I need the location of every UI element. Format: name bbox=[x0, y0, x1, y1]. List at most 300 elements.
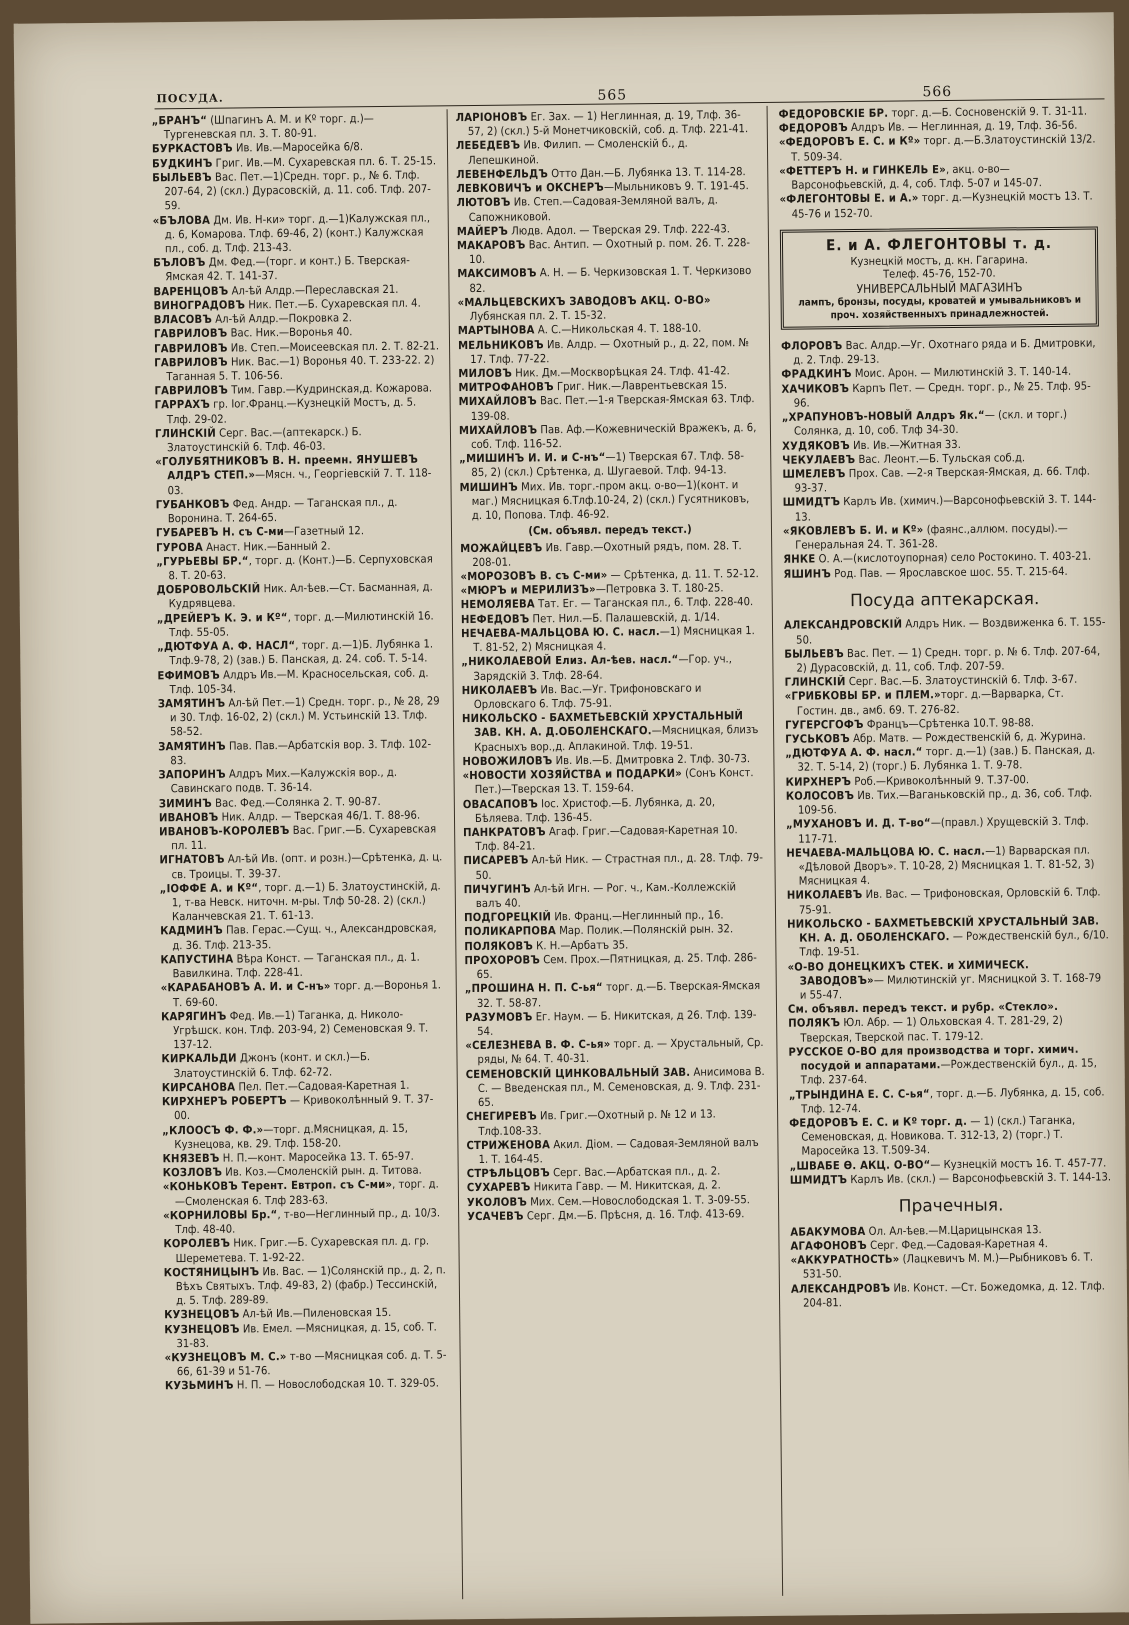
entry-name: ЗАМЯТИНЪ bbox=[157, 696, 226, 711]
entry-name: АБАКУМОВА bbox=[790, 1224, 866, 1239]
entry-details: Ал-ѣй Ив.—Пиленовская 15. bbox=[239, 1306, 392, 1321]
entry-name: КАРЯГИНЪ bbox=[160, 1009, 227, 1024]
entry-details: Карпъ Пет. — Средн. торг. р., № 25. Тлф. 95-96. bbox=[793, 379, 1091, 410]
directory-entry bbox=[164, 1320, 449, 1351]
entry-details: Серг. Вас.—Арбатская пл., д. 2. bbox=[549, 1164, 721, 1180]
entry-details: Фед. Ив.—1) Таганка, д. Николо-Угрѣшск. кон. Тлф. 203-94, 2) Семеновская 9. Т. 137-12. bbox=[173, 1007, 429, 1052]
entry-details: —Мясн. ч., Георгіевскій 7. Т. 118-03. bbox=[167, 466, 432, 497]
directory-entry bbox=[457, 236, 757, 268]
entry-name: ХУДЯКОВЪ bbox=[782, 438, 850, 453]
entry-name: ХАЧИКОВЪ bbox=[781, 381, 850, 396]
entry-name: ГУГЕРСГОФЪ bbox=[784, 717, 864, 732]
entry-name: ГАВРИЛОВЪ bbox=[153, 326, 228, 341]
directory-entry bbox=[456, 108, 756, 140]
entry-details: Ал-ѣй Игн. — Рог. ч., Кам.-Коллежскій валъ 40. bbox=[475, 880, 737, 911]
entry-name: „ДРЕЙЕРЪ К. Э. и Кº“ bbox=[156, 610, 288, 625]
column-1 bbox=[152, 111, 450, 1394]
entry-name: НЕЧАЕВА-МАЛЬЦОВА Ю. С. насл. bbox=[786, 844, 986, 860]
directory-entry bbox=[163, 1206, 448, 1237]
entry-details: Абр. Матв. — Рождественскій 6, д. Журина. bbox=[849, 729, 1086, 746]
directory-entry bbox=[788, 957, 1110, 1003]
entry-details: Ив. Вас. — 1)Солянскій пр., д. 2, п. Вѣхъ Святыхъ. Тлф. 49-83, 2) (фабр.) Тессинскій, д. 5. Тлф. 289-89. bbox=[175, 1263, 446, 1308]
entry-details: Тим. Гавр.—Кудринская,д. Кожарова. bbox=[227, 381, 433, 397]
entry-details: Анисимова В. С. — Введенская пл., М. Семеновская, д. 9. Тлф. 231-65. bbox=[477, 1064, 765, 1110]
entry-name: ИВАНОВЪ bbox=[158, 810, 219, 825]
entry-name: ИГНАТОВЪ bbox=[159, 853, 225, 867]
entry-name: ПАНКРАТОВЪ bbox=[463, 825, 546, 840]
entry-name: «ГРИБКОВЫ БР. и ПЛЕМ.» bbox=[784, 688, 941, 704]
entry-name: «ФЛЕГОНТОВЫ Е. и А.» bbox=[779, 191, 919, 207]
entry-name: ПОЛЯКОВЪ bbox=[464, 939, 534, 953]
entry-name: ЗИМИНЪ bbox=[158, 796, 212, 810]
directory-entry bbox=[153, 254, 438, 285]
directory-entry bbox=[466, 1107, 766, 1139]
entry-details: —Мыльниковъ 9. Т. 191-45. bbox=[603, 179, 749, 194]
entry-details: Лубянская пл. 2. Т. 15-32. bbox=[469, 308, 607, 324]
ad-address: Кузнецкій мостъ, д. кн. Гагарина. bbox=[850, 252, 1028, 268]
entry-details: гр. Іог.Франц.—Кузнецкій Мостъ, д. 5. Тлф. 29-02. bbox=[166, 395, 417, 426]
entry-name: ЗАПОРИНЪ bbox=[158, 767, 226, 782]
entry-details: Ив. Филип. — Смоленскій б., д. Лепешкиной. bbox=[468, 137, 688, 167]
directory-entry bbox=[458, 336, 758, 368]
entry-name: НЕМОЛЯЕВА bbox=[460, 597, 535, 612]
entry-name: УКОЛОВЪ bbox=[466, 1195, 528, 1209]
entry-name: „БРАНЪ“ bbox=[151, 113, 208, 128]
entry-name: ПОЛЯКЪ bbox=[788, 1016, 841, 1031]
directory-entry bbox=[159, 822, 444, 853]
entry-details: Ал-ѣй Алдр.—Покровка 2. bbox=[211, 311, 353, 326]
entry-name: НОВОЖИЛОВЪ bbox=[462, 754, 553, 768]
directory-entry bbox=[783, 493, 1105, 525]
directory-entry bbox=[785, 687, 1107, 719]
directory-entry bbox=[152, 111, 437, 142]
entry-name: «СЕЛЕЗНЕВА В. Ф. С-ья» bbox=[465, 1037, 611, 1053]
entry-details: Алдръ Ив. — Неглинная, д. 19, Тлф. 36-56. bbox=[847, 118, 1078, 135]
entry-name: ЛЕВКОВИЧЪ и ОКСНЕРЪ bbox=[456, 180, 604, 196]
entry-name: ГУБАРЕВЪ Н. съ С-ми bbox=[155, 525, 285, 540]
entry-name: ГАВРИЛОВЪ bbox=[153, 341, 228, 355]
directory-entry bbox=[779, 133, 1101, 165]
entry-details: Тат. Ег. — Таганская пл., 6. Тлф. 228-40. bbox=[534, 595, 754, 611]
directory-entry bbox=[786, 815, 1108, 847]
entry-details: Ник. Григ.—Б. Сухаревская пл. д. гр. Шереметева. Т. 1-92-22. bbox=[175, 1234, 430, 1265]
entry-details: — Рождественскій бул., 6/10. Тлф. 19-51. bbox=[799, 928, 1109, 959]
entry-details: Серг. Вас.—(аптекарск.) Б. Златоустинскій 6. Тлф. 46-03. bbox=[167, 424, 362, 455]
entry-details: Прох. Сав. —2-я Тверская-Ямская, д. 66. Тлф. 93-37. bbox=[794, 464, 1090, 495]
directory-entry bbox=[165, 1348, 450, 1379]
entry-name: ФЕДОРОВЪ Е. С. и Кº торг. д. bbox=[789, 1114, 968, 1130]
entry-details: — Милютинскій уг. Мясницкой 3. Т. 168-79 и 55-47. bbox=[799, 971, 1102, 1002]
entry-details: —Гор. уч., Зарядскій 3. Тлф. 28-64. bbox=[473, 652, 732, 683]
directory-entry bbox=[158, 765, 443, 796]
entry-name: КУЗЬМИНЪ bbox=[164, 1379, 234, 1393]
entry-details: , торг. д.—Милютинскій 16. Тлф. 55-05. bbox=[168, 609, 434, 640]
directory-entry bbox=[789, 1085, 1111, 1117]
directory-entry bbox=[154, 353, 439, 384]
directory-entry bbox=[154, 296, 439, 313]
directory-entry bbox=[456, 136, 756, 168]
entry-details: —(правл.) Хрущевскій 3. Тлф. 117-71. bbox=[798, 814, 1089, 846]
entry-details: , т-во—Неглинный пр., д. 10/3. Тлф. 48-40. bbox=[175, 1206, 441, 1237]
entry-details: Мих. Ив. торг.-пром акц. о-во—1)(конт. и маг.) Мясницкая 6.Тлф.10-24, 2) (скл.) Гусятниковъ, д. 10, Попова. Тлф. 46-92. bbox=[471, 477, 750, 523]
entry-name: КАПУСТИНА bbox=[160, 952, 234, 967]
entry-name: «КАРАБАНОВЪ А. И. и С-нъ» bbox=[160, 979, 331, 995]
entry-details: Ив. Григ.—Охотный р. № 12 и 13. Тлф.108-33. bbox=[478, 1107, 716, 1138]
section-title-pharmacy-ware: Посуда аптекарская. bbox=[850, 588, 1040, 611]
directory-entry bbox=[155, 396, 440, 427]
directory-entry bbox=[463, 851, 763, 883]
entry-details: Григ. Ник.—Лаврентьевская 15. bbox=[553, 378, 728, 394]
entry-name: „ШВАБЕ Ө. АКЦ. О-ВО“ bbox=[789, 1157, 931, 1173]
directory-entry bbox=[161, 979, 446, 1010]
entry-details: торг. д. — Хрустальный, Ср. ряды, № 64. Т. 40-31. bbox=[477, 1036, 764, 1067]
entry-name: КИРКАЛЬДИ bbox=[161, 1051, 237, 1066]
entry-details: Ег. Наум. — Б. Никитская, д 26. Тлф. 139-54. bbox=[477, 1007, 757, 1039]
entry-details: Ив. Конст. —Ст. Божедомка, д. 12. Тлф. 204-81. bbox=[803, 1278, 1105, 1310]
entry-name: МИХАЙЛОВЪ bbox=[458, 394, 537, 409]
entry-name: МИХАЙЛОВЪ bbox=[458, 423, 538, 437]
directory-entry bbox=[160, 922, 445, 953]
entry-name: «КОНЬКОВЪ Терент. Евтроп. съ С-ми» bbox=[162, 1178, 393, 1194]
directory-entry bbox=[464, 951, 764, 983]
entry-details: Ив. Франц.—Неглинный пр., 16. bbox=[551, 908, 724, 924]
column-3-part-c bbox=[784, 616, 1112, 1188]
directory-entry bbox=[457, 264, 757, 296]
entry-name: «КОРНИЛОВЫ Бр.“ bbox=[163, 1207, 278, 1223]
entry-details: Людв. Адол. — Тверская 29. Тлф. 222-43. bbox=[507, 222, 730, 238]
directory-entry bbox=[157, 666, 442, 697]
entry-details: Ив. Коз.—Смоленскій рын. д. Титова. bbox=[221, 1163, 422, 1179]
directory-entry bbox=[158, 737, 443, 768]
entry-name: СТРИЖЕНОВА bbox=[466, 1137, 551, 1152]
entry-details: Вас. Леонт.—Б. Тульская соб.д. bbox=[855, 450, 1026, 466]
entry-name: РУССКОЕ О-ВО для производства и торг. химич. посудой и аппаратами. bbox=[788, 1042, 1079, 1073]
entry-name: ДОБРОВОЛЬСКІЙ bbox=[156, 582, 261, 597]
entry-name: НЕЧАЕВА-МАЛЬЦОВА Ю. С. насл. bbox=[460, 624, 660, 641]
ad-store: УНИВЕРСАЛЬНЫЙ МАГАЗИНЪ bbox=[856, 280, 1023, 296]
directory-entry bbox=[157, 609, 442, 640]
entry-details: —Петровка 3. Т. 180-25. bbox=[595, 581, 724, 596]
entry-details: —Газетный 12. bbox=[283, 524, 365, 539]
entry-name: КАДМИНЪ bbox=[160, 924, 223, 938]
entry-details: —1) Варварская пл. «Дѣловой Дворъ». Т. 10-28, 2) Мясницкая 1. Т. 81-52, 3) Мясницкая 4. bbox=[798, 843, 1095, 888]
entry-details: Ив. Ив.—Житная 33. bbox=[849, 437, 961, 452]
directory-entry bbox=[156, 495, 441, 526]
entry-name: МОЖАЙЦЕВЪ bbox=[460, 540, 543, 555]
entry-details: Вас. Алдр.—Уг. Охотнаго ряда и Б. Дмитровки, д. 2. Тлф. 29-13. bbox=[793, 336, 1096, 367]
entry-name: «ГОЛУБЯТНИКОВЪ В. Н. преемн. ЯНУШЕВЪ АЛДРЪ СТЕП.» bbox=[155, 452, 419, 483]
directory-entry bbox=[779, 161, 1101, 193]
entry-details: , акц. о-во—Варсонофьевскій, д. 4, соб. Тлф. 5-07 и 145-07. bbox=[791, 162, 1042, 192]
directory-entry bbox=[157, 637, 442, 668]
directory-entry bbox=[157, 581, 442, 612]
section-header: ПОСУДА. bbox=[156, 91, 224, 106]
entry-name: РАЗУМОВЪ bbox=[465, 1010, 533, 1024]
directory-entry bbox=[788, 1014, 1110, 1046]
entry-name: ОВАСАПОВЪ bbox=[462, 796, 539, 811]
entry-details: , торг. д.—1) Б. Златоустинскій, д. 1, т-ва Невск. ниточн. м-ры. Тлф 50-28. 2) (скл.) Каланчевская 21. Т. 61-13. bbox=[171, 879, 441, 924]
ad-title: Е. и А. ФЛЕГОНТОВЫ т. д. bbox=[825, 233, 1053, 255]
entry-details: Мих. Сем.—Новослободская 1. Т. 3-09-55. bbox=[526, 1192, 751, 1209]
entry-name: „ГУРЬЕВЫ БР.“ bbox=[156, 554, 249, 569]
entry-details: — Кривоколѣнный 9. Т. 37-00. bbox=[174, 1092, 434, 1123]
entry-details: Ал-ѣй Пет.—1) Средн. торг. р., № 28, 29 и 30. Тлф. 16-02, 2) (скл.) М. Устьинскій 13. Тлф. 58-52. bbox=[169, 694, 440, 739]
directory-entry bbox=[163, 1235, 448, 1266]
entry-details: Ник. Алдр. — Тверская 46/1. Т. 88-96. bbox=[218, 808, 421, 824]
entry-details: Вас. Пет. — 1) Средн. торг. р. № 6. Тлф. 207-64, 2) Дурасовскій, д. 11, соб. Тлф. 207-59. bbox=[796, 644, 1101, 675]
entry-name: ЛЕВЕНФЕЛЬДЪ bbox=[456, 167, 549, 182]
entry-name: ГУСЬКОВЪ bbox=[785, 732, 851, 746]
directory-entry bbox=[463, 795, 763, 827]
directory-entry bbox=[466, 1065, 766, 1111]
entry-name: ШМИДТЪ bbox=[782, 495, 841, 510]
entry-details: Анаст. Ник.—Банный 2. bbox=[202, 539, 331, 554]
entry-details: — (скл. и торг.) Солянка, д. 10, соб. Тлф 34-30. bbox=[793, 407, 1068, 438]
entry-details: Ив. Степ.—Моисеевская пл. 2. Т. 82-21. bbox=[227, 338, 440, 355]
entry-name: НИКОЛЬСКО - БАХМЕТЬЕВСКІЙ ХРУСТАЛЬНЫЙ ЗАВ. КН. А. Д.ОБОЛЕНСКАГО. bbox=[461, 709, 744, 740]
advertisement-box bbox=[780, 226, 1099, 330]
entry-details: (Шпагинъ А. М. и Кº торг. д.)—Тургеневская пл. 3. Т. 80-91. bbox=[163, 112, 374, 142]
entry-name: ГАВРИЛОВЪ bbox=[154, 355, 228, 370]
directory-entry bbox=[153, 211, 438, 257]
directory-entry bbox=[786, 843, 1108, 889]
entry-details: Дм. Ив. Н-ки» торг. д.—1)Калужская пл., д. 6, Комарова. Тлф. 69-46, 2) (конт.) Калужская пл., соб. д. Тлф. 213-43. bbox=[164, 210, 431, 256]
entry-details: Пет. Нил.—Б. Палашевскій, д. 1/14. bbox=[529, 610, 720, 626]
entry-details: Григ. Ив.—М. Сухаревская пл. 6. Т. 25-15. bbox=[212, 154, 437, 170]
entry-details: Н. П. — Новослободская 10. Т. 329-05. bbox=[233, 1376, 439, 1393]
entry-name: «ЯКОВЛЕВЪ Б. И. и Кº» bbox=[782, 523, 924, 538]
entry-details: Вас. Пет.—1)Средн. торг. р., № 6. Тлф. 207-64, 2) (скл.) Дурасовскій, д. 11. соб. Тлф. 207-59. bbox=[164, 168, 431, 213]
entry-name: „ІОФФЕ А. и Кº“ bbox=[159, 881, 259, 896]
entry-name: „ДЮТФУА А. Ф. НАСЛ“ bbox=[157, 638, 296, 654]
entry-details: , торг. д.—1)Б. Лубянка 1. Тлф.9-78, 2) (зав.) Б. Панская, д. 24. соб. Т. 5-14. bbox=[169, 637, 434, 668]
entry-details: торг. д.—1) (зав.) Б. Панская, д. 32. Т. 5-14, 2) (торг.) Б. Лубянка 1. Т. 9-78. bbox=[797, 743, 1096, 775]
entry-details: торг. д.—Б. Сосновенскій 9. Т. 31-11. bbox=[888, 104, 1088, 120]
entry-name: БЫЛЬЕВЪ bbox=[784, 646, 844, 661]
section-title-laundries: Прачечныя. bbox=[898, 1195, 1004, 1217]
entry-name: См. объявл. передъ текст. и рубр. «Стекло». bbox=[787, 1000, 1059, 1016]
entry-details: Джонъ (конт. и скл.)—Б. Златоустинскій 6. Тлф. 62-72. bbox=[173, 1050, 371, 1080]
entry-name: «НОВОСТИ ХОЗЯЙСТВА и ПОДАРКИ» bbox=[462, 766, 682, 783]
page-number-right: 566 bbox=[922, 83, 953, 101]
directory-entry bbox=[162, 1092, 447, 1123]
directory-entry bbox=[162, 1121, 447, 1152]
entry-name: КИРХНЕРЪ bbox=[785, 774, 852, 789]
directory-entry bbox=[159, 851, 444, 882]
entry-name: ПОДГОРЕЦКІЙ bbox=[463, 910, 552, 925]
entry-name: ФРАДКИНЪ bbox=[781, 367, 852, 382]
entry-name: СНЕГИРЕВЪ bbox=[466, 1109, 537, 1124]
entry-name: МЕЛЬНИКОВЪ bbox=[457, 337, 544, 352]
entry-details: , торг. д. (Конт.)—Б. Серпуховская 8. Т. 20-63. bbox=[168, 552, 433, 583]
column-3-part-a bbox=[779, 104, 1102, 221]
entry-name: ГЛИНСКІЙ bbox=[784, 675, 846, 689]
entry-name: «КУЗНЕЦОВЪ М. С.» bbox=[164, 1350, 287, 1365]
directory-entry bbox=[155, 424, 440, 455]
directory-entry bbox=[163, 1178, 448, 1209]
entry-details: Дм. Фед.—(торг. и конт.) Б. Тверская-Ямская 42. Т. 141-37. bbox=[165, 253, 410, 284]
entry-details: Ив. Тих.—Ваганьковскій пр., д. 36, соб. Тлф. 109-56. bbox=[797, 786, 1093, 817]
entry-name: ПИЧУГИНЪ bbox=[463, 882, 531, 896]
entry-name: КУЗНЕЦОВЪ bbox=[164, 1322, 240, 1336]
directory-entry bbox=[465, 1008, 765, 1040]
entry-details: —торг. д.Мясницкая, д. 15, Кузнецова, кв. 29. Тлф. 158-20. bbox=[174, 1121, 408, 1151]
entry-name: «БЪЛОВА bbox=[152, 213, 211, 227]
entry-name: СЕМЕНОВСКІЙ ЦИНКОВАЛЬНЫЙ ЗАВ. bbox=[465, 1065, 691, 1081]
entry-name: КНЯЗЕВЪ bbox=[162, 1151, 220, 1166]
entry-details: Вѣра Конст. — Таганская пл., д. 1. Вавилкина. Тлф. 228-41. bbox=[172, 950, 420, 981]
entry-details: Ник. Ал-ѣев.—Ст. Басманная, д. Кудрявцева. bbox=[168, 580, 433, 611]
entry-details: Вас. Григ.—Б. Сухаревская пл. 11. bbox=[171, 822, 437, 853]
note-text: (См. объявл. передъ текст.) bbox=[528, 523, 692, 538]
entry-details: Роб.—Кривоколѣнный 9. Т.37-00. bbox=[851, 772, 1030, 788]
entry-name: ЕФИМОВЪ bbox=[157, 668, 220, 682]
directory-entry bbox=[156, 552, 441, 583]
directory-entry bbox=[160, 950, 445, 981]
directory-entry bbox=[161, 1007, 446, 1053]
entry-details: Вас. Ник.—Воронья 40. bbox=[227, 325, 353, 340]
entry-details: —1) Тверская 67. Тлф. 58-85, 2) (скл.) Срѣтенка, д. Шугаевой. Тлф. 94-13. bbox=[471, 449, 745, 480]
directory-entry bbox=[459, 421, 759, 453]
directory-entry bbox=[462, 681, 762, 713]
directory-entry bbox=[779, 190, 1101, 222]
entry-name: БУРКАСТОВЪ bbox=[151, 141, 233, 156]
entry-name: БЪЛОВЪ bbox=[153, 255, 206, 270]
entry-name: МАЙЕРЪ bbox=[456, 224, 509, 238]
entry-name: КУЗНЕЦОВЪ bbox=[164, 1307, 240, 1322]
entry-name: «ФЕДОРОВЪ Е. С. и Кº» bbox=[778, 134, 921, 150]
directory-entry bbox=[785, 744, 1107, 776]
entry-name: „МИШИНЪ И. И. и С-нъ“ bbox=[459, 450, 606, 466]
entry-details: Серг. Фед.—Садовая-Каретная 4. bbox=[866, 1236, 1049, 1252]
entry-details: Фед. Андр. — Таганская пл., д. Воронина. Т. 264-65. bbox=[167, 495, 398, 526]
entry-details: А. С.—Никольская 4. Т. 188-10. bbox=[534, 321, 702, 337]
entry-name: ФЛОРОВЪ bbox=[781, 339, 843, 353]
entry-details: А. Н. — Б. Черкизовская 1. Т. Черкизово 82. bbox=[469, 264, 752, 295]
entry-name: ГУБАНКОВЪ bbox=[155, 497, 230, 512]
entry-details: Пав. Герас.—Сущ. ч., Александровская, д. 36. Тлф. 213-35. bbox=[172, 921, 437, 952]
entry-details: Іос. Христоф.—Б. Лубянка, д. 20, Бѣляева. Тлф. 136-45. bbox=[474, 795, 716, 825]
directory-entry bbox=[787, 914, 1109, 960]
entry-name: ЯШИНЪ bbox=[783, 566, 832, 581]
entry-details: Пав. Пав.—Арбатскія вор. 3. Тлф. 102-83. bbox=[170, 737, 432, 768]
directory-entry bbox=[158, 694, 443, 740]
ad-phone: Телеф. 45-76, 152-70. bbox=[882, 266, 996, 281]
entry-name: АЛЕКСАНДРОВЪ bbox=[790, 1281, 891, 1296]
entry-details: Карлъ Ив. (химич.)—Варсонофьевскій 3. Т. 144-13. bbox=[794, 492, 1097, 524]
entry-details: Ив. Ив.—Маросейка 6/8. bbox=[232, 140, 364, 155]
directory-entry bbox=[461, 624, 761, 656]
entry-name: КИРХНЕРЪ РОБЕРТЪ bbox=[161, 1094, 287, 1109]
directory-entry bbox=[781, 379, 1103, 411]
entry-name: НИКОЛАЕВЪ bbox=[786, 888, 863, 903]
directory-entry bbox=[784, 616, 1106, 648]
directory-entry bbox=[161, 1050, 446, 1081]
entry-details: Мар. Полик.—Полянскій рын. 32. bbox=[555, 922, 734, 938]
entry-details: Алдръ Мих.—Калужскія вор., д. Савинскаго подв. Т. 36-14. bbox=[170, 765, 398, 796]
entry-name: МИТРОФАНОВЪ bbox=[458, 380, 554, 395]
entry-details: — 1) (скл.) Таганка, Семеновская, д. Новикова. Т. 312-13, 2) (торг.) Т. Маросейка 13. Т.509-34. bbox=[801, 1113, 1076, 1159]
entry-details: Сем. Прох.—Пятницкая, д. 25. Тлф. 286-65. bbox=[476, 950, 757, 982]
directory-entry bbox=[784, 644, 1106, 676]
directory-entry bbox=[459, 478, 759, 524]
entry-name: ФЕДОРОВЪ bbox=[778, 121, 848, 136]
entry-details: —Мясницкая, близъ Красныхъ вор.,д. Аплакиной. Тлф. 19-51. bbox=[474, 723, 759, 754]
entry-name: ПРОХОРОВЪ bbox=[464, 953, 541, 968]
entry-details: Никита Гавр. — М. Никитская, д. 2. bbox=[530, 1178, 721, 1194]
directory-entry bbox=[464, 880, 764, 912]
entry-details: Серг. Вас.—Б. Златоустинскій 6. Тлф. 3-67. bbox=[845, 672, 1078, 689]
entry-details: Ал-ѣй Ив. (опт. и розн.)—Срѣтенка, д. ц. св. Троицы. Т. 39-37. bbox=[171, 850, 443, 881]
directory-entry bbox=[467, 1207, 767, 1224]
entry-details: Ник. Дм.—Москворѣцкая 24. Тлф. 41-42. bbox=[511, 364, 730, 380]
entry-name: ЛЕБЕДЕВЪ bbox=[455, 138, 521, 153]
entry-details: т-во —Мясницкая соб. д. Т. 5-66, 61-39 и 51-76. bbox=[176, 1348, 447, 1379]
column-3-part-d bbox=[790, 1222, 1113, 1311]
directory-entry bbox=[460, 539, 760, 571]
entry-details: Моис. Арон. — Милютинскій 3. Т. 140-14. bbox=[851, 365, 1072, 381]
entry-name: ГУРОВА bbox=[156, 540, 203, 554]
entry-name: БУДКИНЪ bbox=[152, 156, 213, 171]
column-3-part-b bbox=[781, 336, 1106, 581]
directory-entry bbox=[160, 879, 445, 925]
entry-name: „НИКОЛАЕВОЙ Елиз. Ал-ѣев. насл.“ bbox=[461, 653, 679, 669]
entry-details: —Рождественскій бул., д. 15, Тлф. 237-64. bbox=[800, 1056, 1097, 1087]
entry-details: Отто Дан.—Б. Лубянка 13. Т. 114-28. bbox=[547, 165, 746, 181]
entry-name: КИРСАНОВА bbox=[161, 1080, 236, 1095]
entry-name: НИКОЛЬСКО - БАХМЕТЬЕВСКІЙ ХРУСТАЛЬНЫЙ ЗАВ. КН. А. Д. ОБОЛЕНСКАГО. bbox=[787, 914, 1100, 945]
entry-name: „ХРАПУНОВЪ-НОВЫЙ Алдръ Як.“ bbox=[781, 408, 985, 424]
entry-name: ПОЛИКАРПОВА bbox=[464, 924, 557, 939]
directory-entry bbox=[465, 1036, 765, 1068]
entry-name: СУХАРЕВЪ bbox=[466, 1180, 531, 1195]
entry-name: «МОРОЗОВЪ В. съ С-ми» bbox=[460, 568, 608, 584]
entry-name: ПИСАРЕВЪ bbox=[463, 853, 529, 868]
entry-details: Алдръ Ник. — Воздвиженка 6. Т. 155-50. bbox=[796, 615, 1106, 647]
entry-details: Ег. Зах. — 1) Неглинная, д. 19, Тлф. 36-57, 2) (скл.) 5-й Монетчиковскій, соб. д. Тлф. 221-41. bbox=[467, 108, 749, 139]
directory-entry bbox=[788, 1042, 1110, 1088]
entry-name: ЯНКЕ bbox=[783, 552, 816, 567]
entry-name: ЧЕКУЛАЕВЪ bbox=[782, 452, 856, 467]
entry-name: БЫЛЬЕВЪ bbox=[152, 170, 212, 185]
ad-goods: лампъ, бронзы, посуды, кроватей и умывальниковъ и проч. хозяйственныхъ принадлежностей. bbox=[798, 294, 1082, 321]
entry-name: „МУХАНОВЪ И. Д. Т-во“ bbox=[786, 816, 931, 832]
entry-name: АГАФОНОВЪ bbox=[790, 1238, 867, 1253]
directory-entry bbox=[462, 709, 762, 755]
entry-details: Род. Пав. — Ярославское шос. 55. Т. 215-64. bbox=[830, 564, 1068, 580]
entry-name: „ДЮТФУА А. Ф. насл.“ bbox=[785, 745, 923, 761]
entry-name: ЛАРІОНОВЪ bbox=[455, 110, 528, 125]
directory-entry bbox=[789, 1113, 1111, 1159]
entry-details: Н. П.—конт. Маросейка 13. Т. 65-97. bbox=[219, 1149, 414, 1165]
directory-entry bbox=[164, 1263, 449, 1309]
entry-name: «МАЛЬЦЕВСКИХЪ ЗАВОДОВЪ АКЦ. О-ВО» bbox=[457, 293, 711, 310]
column-3 bbox=[779, 104, 1114, 1310]
entry-name: ФЕДОРОВСКІЕ БР. bbox=[778, 106, 889, 121]
entry-name: „ТРЫНДИНА Е. С. С-ья“ bbox=[788, 1086, 930, 1102]
entry-details: Ал-ѣй Алдр.—Переславская 21. bbox=[228, 282, 399, 298]
directory-entry bbox=[459, 449, 759, 481]
entry-name: ВАРЕНЦОВЪ bbox=[153, 284, 229, 298]
entry-name: ГЛИНСКІЙ bbox=[154, 426, 217, 441]
entry-details: Ив. Гавр.—Охотный рядъ, пом. 28. Т. 208-01. bbox=[472, 538, 742, 569]
directory-entry bbox=[459, 392, 759, 424]
entry-details: Ив. Алдр. — Охотный р., д. 22, пом. № 17. Тлф. 77-22. bbox=[470, 335, 750, 366]
entry-name: АЛЕКСАНДРОВСКІЙ bbox=[783, 617, 903, 633]
entry-details: Алдръ Ив.—М. Красносельская, соб. д. Тлф. 105-34. bbox=[169, 666, 429, 696]
entry-details: Ив. Вас. — Трифоновская, Орловскій 6. Тлф. 75-91. bbox=[798, 885, 1101, 917]
entry-name: ВЛАСОВЪ bbox=[153, 312, 213, 327]
